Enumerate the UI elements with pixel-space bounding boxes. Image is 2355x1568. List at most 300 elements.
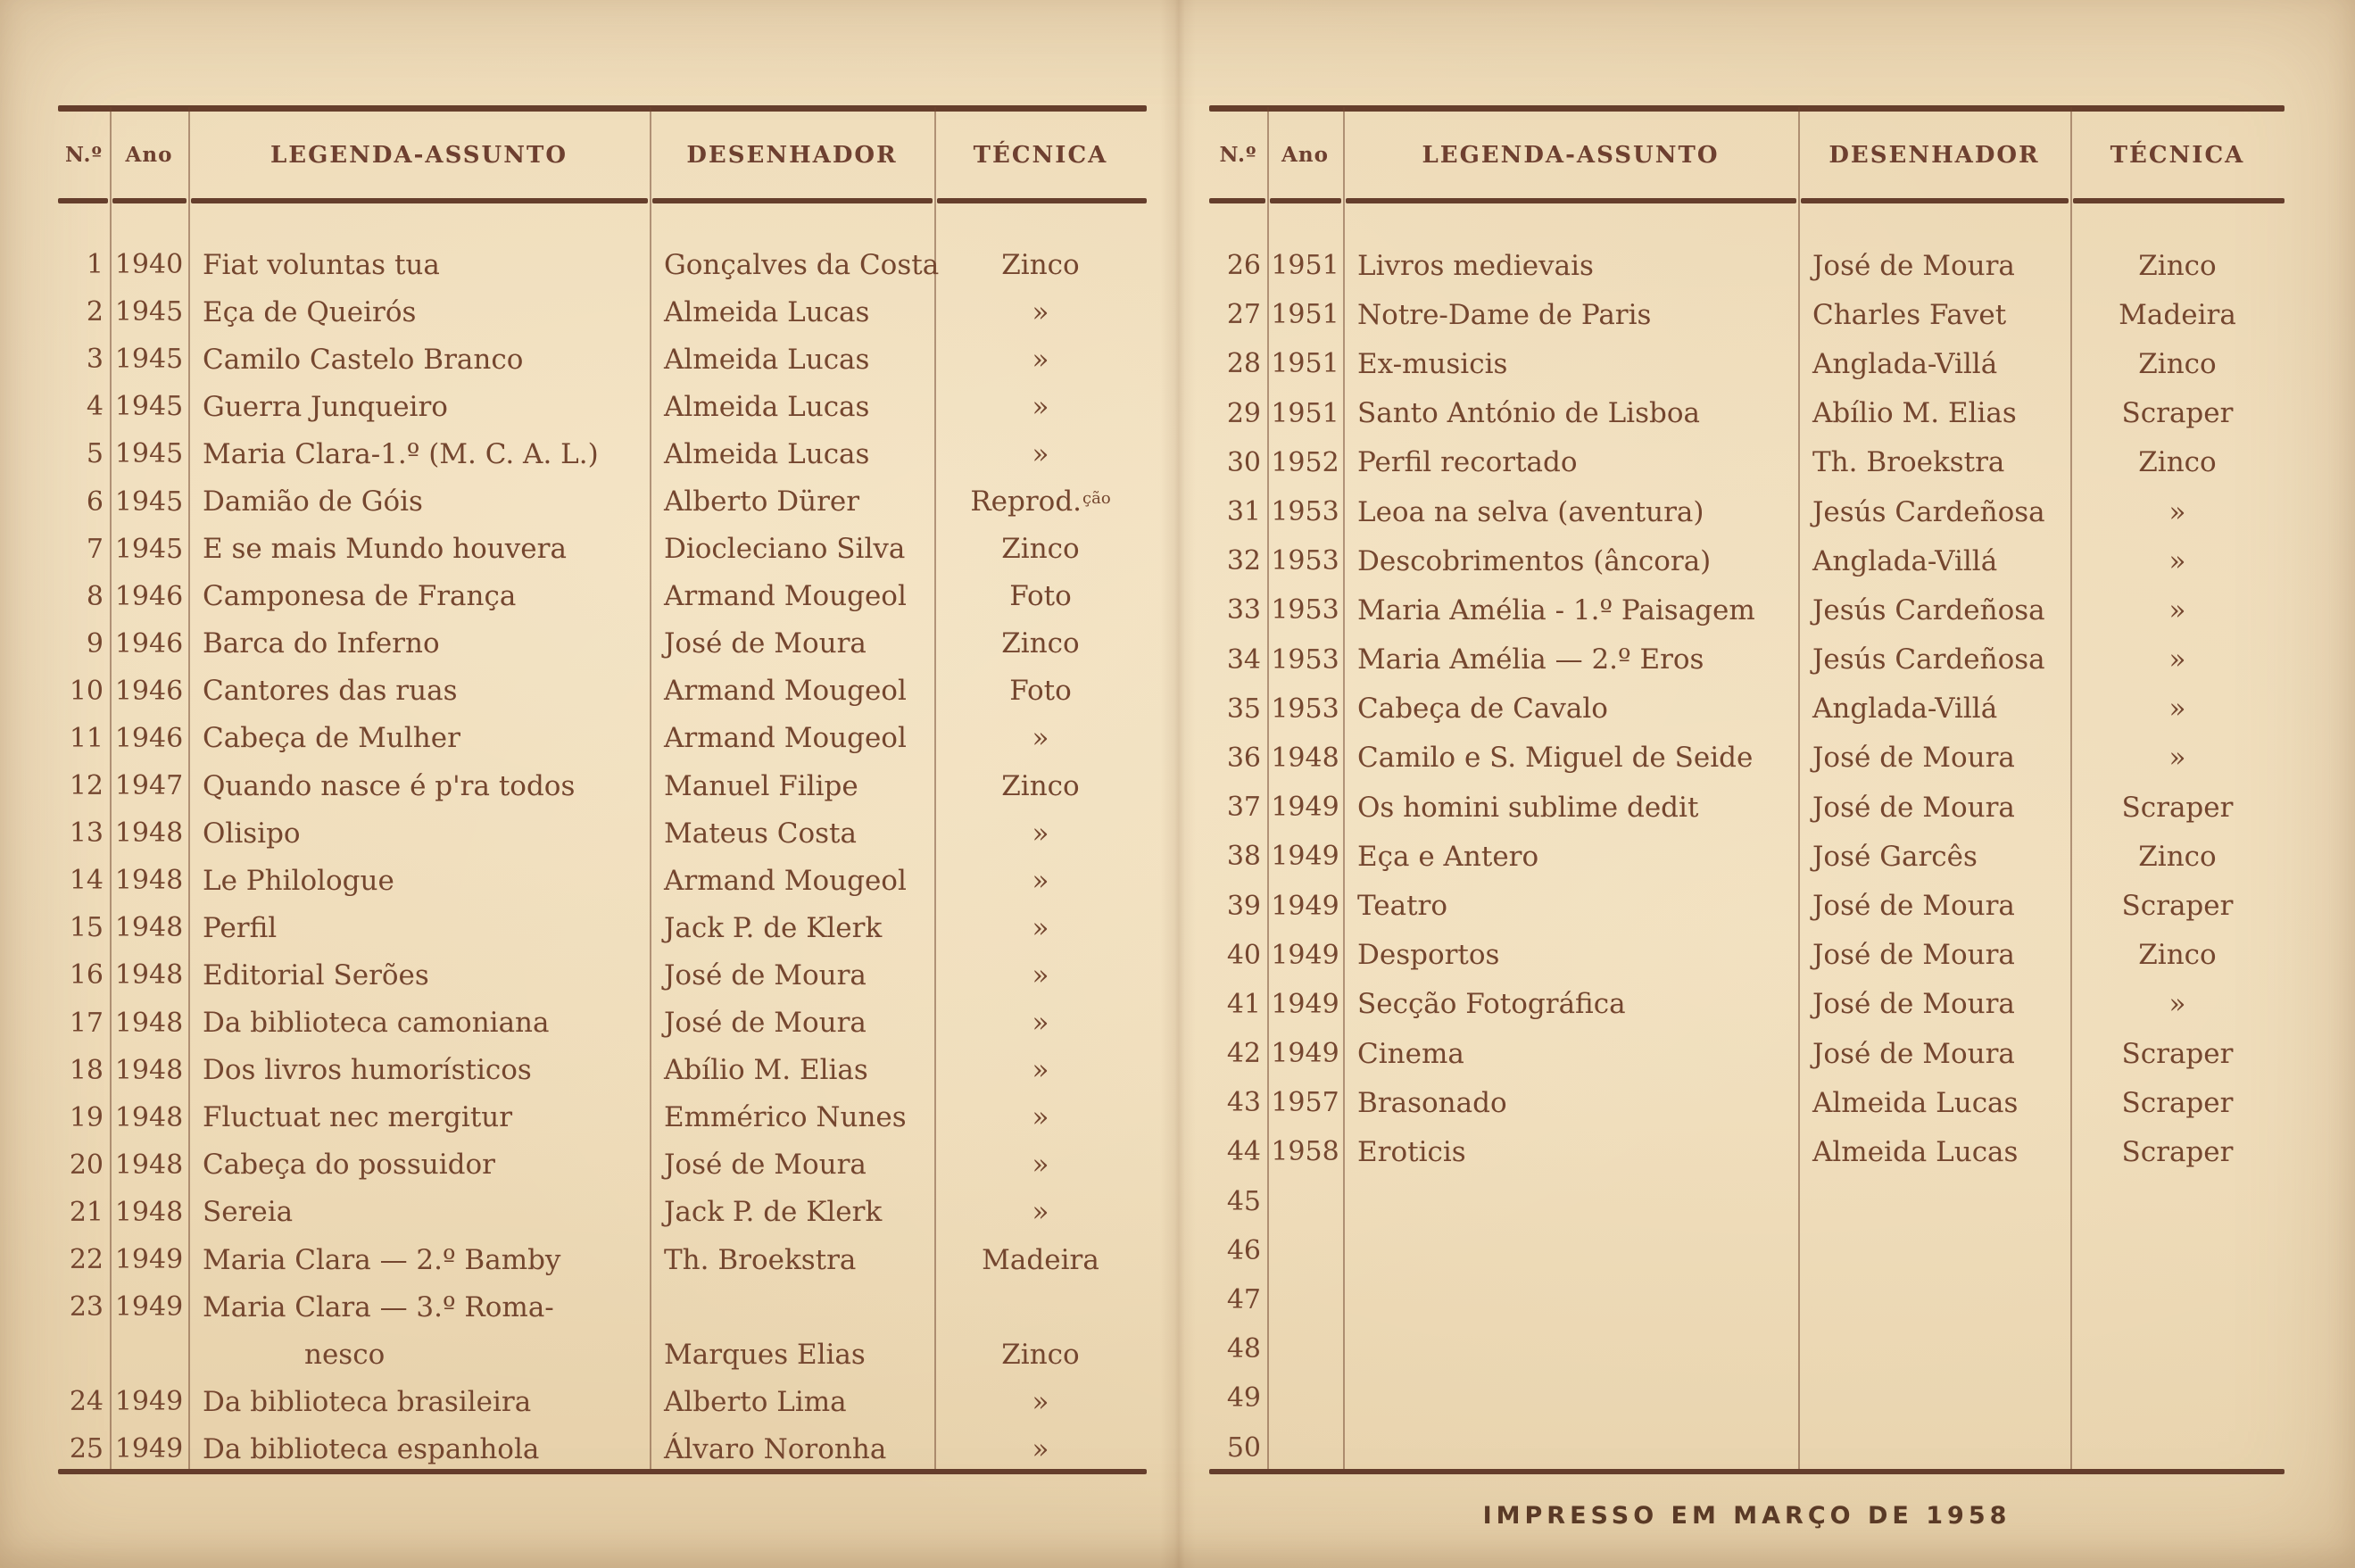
cell-tecnica: » [1032,911,1049,944]
table-row [58,1331,1147,1378]
header-underline [58,198,108,203]
cell-tecnica: » [1032,722,1049,755]
cell-no: 22 [69,1244,104,1276]
cell-no: 27 [1226,299,1261,331]
cell-ano: 1951 [1271,250,1339,282]
cell-desenhador: José de Moura [664,958,867,991]
cell-no: 20 [69,1149,104,1181]
cell-tecnica: » [1032,958,1049,991]
header-underline [1801,198,2069,203]
cell-desenhador: José de Moura [1812,988,2015,1021]
table-row [58,1000,1147,1047]
cell-legenda: Livros medievais [1357,249,1594,282]
table-row [58,620,1147,668]
cell-legenda: Le Philologue [203,864,394,897]
cell-no: 8 [86,580,104,612]
cell-ano: 1948 [114,817,184,850]
cell-legenda: Santo António de Lisboa [1357,397,1700,430]
cell-ano [110,1331,188,1378]
cell-legenda: Guerra Junqueiro [203,390,448,423]
table-row [1209,980,2285,1029]
cell-tecnica: » [1032,817,1049,850]
cell-desenhador [1798,1324,2070,1373]
table-row [58,1189,1147,1236]
cell-no: 47 [1226,1284,1261,1316]
cell-ano: 1951 [1271,348,1339,380]
cell-no: 33 [1226,594,1261,626]
cell-legenda: Descobrimentos (âncora) [1357,544,1712,577]
cell-no: 11 [69,722,104,754]
cell-desenhador: José Garcês [1812,840,1978,873]
cell-desenhador: Manuel Filipe [664,769,858,802]
cell-legenda: Da biblioteca espanhola [203,1432,540,1465]
cell-tecnica: Foto [1009,675,1072,708]
cell-tecnica: Zinco [2138,249,2217,282]
cell-tecnica: » [1032,864,1049,897]
cell-legenda: Sereia [203,1196,294,1229]
cell-legenda: Maria Clara — 3.º Roma- [203,1290,554,1323]
cell-legenda: Maria Clara-1.º (M. C. A. L.) [203,437,599,470]
cell-desenhador: Almeida Lucas [664,343,870,376]
cell-tecnica: » [2168,593,2186,626]
header-underline [652,198,933,203]
cell-legenda: Fiat voluntas tua [203,248,440,281]
cell-ano: 1948 [1271,742,1339,774]
cell-desenhador: Almeida Lucas [1812,1086,2019,1119]
cell-ano: 1953 [1271,594,1339,626]
cell-tecnica: » [1032,390,1049,423]
cell-desenhador: Álvaro Noronha [664,1432,887,1465]
table-row [1209,832,2285,881]
cell-no: 19 [69,1101,104,1133]
cell-desenhador: Gonçalves da Costa [664,248,940,281]
column-header-no: N.º [1219,143,1257,167]
cell-legenda: Barca do Inferno [203,627,440,660]
cell-desenhador: José de Moura [1812,939,2015,972]
cell-desenhador: José de Moura [1812,791,2015,824]
table-row [58,1283,1147,1331]
table-row [1209,734,2285,783]
cell-legenda: Da biblioteca brasileira [203,1385,532,1418]
cell-tecnica: » [2168,742,2186,775]
table-row [58,1378,1147,1425]
table-row [58,288,1147,336]
table-row [58,573,1147,620]
cell-desenhador: Alberto Lima [664,1385,847,1418]
cell-desenhador: José de Moura [1812,890,2015,923]
cell-tecnica: » [1032,343,1049,376]
cell-desenhador: Charles Favet [1812,298,2007,331]
cell-legenda [1343,1324,1798,1373]
cell-no: 9 [86,627,104,660]
cell-desenhador: Th. Broekstra [664,1243,857,1276]
cell-no: 12 [69,770,104,802]
cell-legenda [1343,1423,1798,1473]
column-header-legenda: LEGENDA-ASSUNTO [1422,141,1720,169]
cell-ano: 1946 [114,675,184,707]
cell-ano [1267,1423,1343,1473]
cell-desenhador: Jack P. de Klerk [664,911,883,944]
cell-desenhador: Almeida Lucas [664,437,870,470]
cell-legenda: Maria Amélia - 1.º Paisagem [1357,593,1755,626]
cell-legenda: Ex-musicis [1357,347,1508,380]
cell-no: 1 [86,249,104,281]
cell-legenda: Perfil recortado [1357,446,1578,479]
cell-legenda: Notre-Dame de Paris [1357,298,1652,331]
table-row [1209,1029,2285,1078]
cell-no: 38 [1226,841,1261,873]
table-top-rule [58,105,1147,112]
cell-ano: 1949 [1271,890,1339,922]
column-header-desenhador: DESENHADOR [1828,141,2040,169]
cell-no: 41 [1226,988,1261,1020]
table-row [1209,585,2285,635]
table-row [58,809,1147,857]
cell-desenhador: José de Moura [664,1007,867,1040]
cell-tecnica: Scraper [2121,890,2234,923]
table-row [58,715,1147,762]
table-row [1209,1324,2285,1373]
column-header-tecnica: TÉCNICA [973,141,1108,169]
column-header-ano: Ano [1281,143,1329,167]
cell-ano: 1948 [114,865,184,897]
cell-no: 25 [69,1433,104,1465]
table-row [58,477,1147,525]
table-bottom-rule [58,1469,1147,1474]
table-row [1209,1127,2285,1176]
cell-ano: 1949 [1271,988,1339,1020]
cell-tecnica: Zinco [1001,1338,1080,1371]
table-header-row [1209,112,2285,198]
table-row [58,1236,1147,1283]
cell-legenda: Cantores das ruas [203,675,458,708]
cell-ano [1267,1226,1343,1275]
page-fold-crease [1160,0,1196,1568]
cell-ano: 1949 [114,1386,184,1418]
table-row [1209,241,2285,290]
cell-ano: 1945 [114,438,184,470]
cell-tecnica: Scraper [2121,791,2234,824]
cell-desenhador: Jack P. de Klerk [664,1196,883,1229]
cell-desenhador: José de Moura [1812,249,2015,282]
cell-ano: 1948 [114,1054,184,1086]
cell-desenhador: Armand Mougeol [664,864,907,897]
cell-legenda: nesco [304,1338,386,1371]
cell-tecnica: » [1032,1196,1049,1229]
header-underline [2073,198,2285,203]
cell-desenhador [650,1283,934,1331]
cell-desenhador: Alberto Dürer [664,485,860,519]
cell-no: 10 [69,675,104,707]
cell-desenhador: Almeida Lucas [664,295,870,328]
cell-ano [1267,1177,1343,1226]
cell-ano: 1949 [1271,939,1339,971]
cell-desenhador [1798,1177,2070,1226]
cell-legenda: Dos livros humorísticos [203,1054,532,1087]
cell-tecnica: Zinco [1001,248,1080,281]
cell-tecnica: Zinco [2138,446,2217,479]
cell-no: 43 [1226,1087,1261,1119]
header-underline [1270,198,1341,203]
cell-legenda [1343,1177,1798,1226]
cell-no: 32 [1226,545,1261,577]
cell-desenhador: Anglada-Villá [1812,544,1998,577]
cell-tecnica: » [1032,1101,1049,1134]
cell-ano: 1948 [114,1101,184,1133]
cell-tecnica: » [1032,437,1049,470]
cell-no: 50 [1226,1431,1261,1464]
cell-ano: 1945 [114,296,184,328]
cell-no: 6 [86,485,104,518]
table-row [58,1425,1147,1473]
cell-no: 40 [1226,939,1261,971]
table-row [58,1047,1147,1094]
cell-no: 34 [1226,643,1261,676]
cell-legenda: Maria Clara — 2.º Bamby [203,1243,561,1276]
cell-ano: 1946 [114,627,184,660]
cell-legenda: Camilo Castelo Branco [203,343,524,376]
cell-tecnica: Scraper [2121,1135,2234,1168]
cell-tecnica: Madeira [982,1243,1099,1276]
cell-desenhador: Anglada-Villá [1812,347,1998,380]
cell-tecnica: Zinco [2138,840,2217,873]
cell-no: 36 [1226,742,1261,774]
cell-no: 29 [1226,397,1261,429]
cell-legenda: Secção Fotográfica [1357,988,1626,1021]
column-header-desenhador: DESENHADOR [686,141,898,169]
cell-legenda: Os homini sublime dedit [1357,791,1699,824]
cell-no: 35 [1226,693,1261,725]
cell-legenda [1343,1373,1798,1423]
catalog-table-right [1209,105,2285,1474]
cell-ano [1267,1324,1343,1373]
cell-tecnica: » [2168,495,2186,528]
column-header-tecnica: TÉCNICA [2110,141,2245,169]
table-row [1209,339,2285,388]
cell-tecnica: Zinco [2138,939,2217,972]
cell-desenhador: Abílio M. Elias [664,1054,868,1087]
cell-no: 37 [1226,792,1261,824]
cell-desenhador: José de Moura [664,1149,867,1182]
cell-no [58,1331,110,1378]
header-underline [1346,198,1796,203]
table-row [1209,635,2285,684]
cell-legenda: Leoa na selva (aventura) [1357,495,1704,528]
cell-desenhador: José de Moura [664,627,867,660]
cell-ano: 1945 [114,533,184,565]
cell-ano: 1949 [1271,841,1339,873]
technique-superscript: ção [1082,488,1111,508]
cell-desenhador: Jesús Cardeñosa [1812,495,2045,528]
cell-tecnica: » [2168,988,2186,1021]
cell-desenhador [1798,1275,2070,1324]
table-row [58,904,1147,951]
cell-no: 26 [1226,250,1261,282]
cell-desenhador: Almeida Lucas [1812,1135,2019,1168]
cell-legenda: Camilo e S. Miguel de Seide [1357,742,1754,775]
cell-no: 16 [69,959,104,991]
table-row [1209,1078,2285,1127]
table-row [58,1094,1147,1141]
cell-ano: 1958 [1271,1136,1339,1168]
cell-ano: 1951 [1271,397,1339,429]
cell-tecnica [2070,1275,2285,1324]
cell-legenda: Eça de Queirós [203,295,417,328]
cell-no: 17 [69,1007,104,1039]
cell-legenda: Editorial Serões [203,958,429,991]
table-row [58,1141,1147,1189]
cell-legenda: Eroticis [1357,1135,1466,1168]
cell-tecnica: Madeira [2119,298,2236,331]
table-row [58,951,1147,999]
cell-legenda: Cabeça de Mulher [203,722,460,755]
cell-no: 24 [69,1386,104,1418]
cell-no: 15 [69,912,104,944]
cell-no: 18 [69,1054,104,1086]
cell-legenda: Desportos [1357,939,1500,972]
cell-tecnica: » [2168,544,2186,577]
cell-tecnica: » [1032,1007,1049,1040]
cell-legenda [1343,1275,1798,1324]
cell-desenhador: Anglada-Villá [1812,693,1998,726]
cell-desenhador: José de Moura [1812,742,2015,775]
cell-legenda: E se mais Mundo houvera [203,533,567,566]
table-bottom-rule [1209,1469,2285,1474]
table-row [1209,1373,2285,1423]
table-row [1209,1177,2285,1226]
cell-tecnica: Zinco [1001,627,1080,660]
table-row [1209,783,2285,832]
table-row [58,430,1147,477]
cell-tecnica [2070,1324,2285,1373]
table-row [1209,389,2285,438]
cell-tecnica: Scraper [2121,1086,2234,1119]
cell-no: 7 [86,533,104,565]
table-row [1209,931,2285,980]
cell-ano: 1953 [1271,643,1339,676]
cell-ano: 1946 [114,580,184,612]
cell-no: 46 [1226,1234,1261,1266]
cell-no: 39 [1226,890,1261,922]
cell-tecnica: » [1032,295,1049,328]
table-body [58,241,1147,1473]
cell-ano: 1949 [114,1433,184,1465]
cell-no: 5 [86,438,104,470]
cell-desenhador: Abílio M. Elias [1812,397,2017,430]
cell-tecnica: Zinco [1001,533,1080,566]
cell-ano [1267,1373,1343,1423]
column-header-legenda: LEGENDA-ASSUNTO [270,141,568,169]
cell-desenhador: Th. Broekstra [1812,446,2005,479]
cell-no: 42 [1226,1038,1261,1070]
header-underline [937,198,1147,203]
cell-desenhador: Jesús Cardeñosa [1812,643,2045,676]
cell-ano: 1953 [1271,545,1339,577]
cell-tecnica [2070,1226,2285,1275]
cell-legenda: Maria Amélia — 2.º Eros [1357,643,1704,676]
cell-no: 45 [1226,1185,1261,1217]
cell-desenhador [1798,1373,2070,1423]
cell-desenhador: José de Moura [1812,1037,2015,1070]
cell-tecnica: » [2168,693,2186,726]
cell-ano: 1948 [114,912,184,944]
cell-desenhador: Emmérico Nunes [664,1101,907,1134]
cell-desenhador: Armand Mougeol [664,580,907,613]
cell-legenda: Eça e Antero [1357,840,1539,873]
table-row [1209,684,2285,734]
cell-no: 23 [69,1291,104,1323]
cell-tecnica: Zinco [1001,769,1080,802]
table-row [1209,1423,2285,1473]
cell-ano: 1940 [114,249,184,281]
cell-legenda: Perfil [203,911,278,944]
cell-tecnica: » [1032,1432,1049,1465]
cell-ano [1267,1275,1343,1324]
cell-legenda: Damião de Góis [203,485,423,519]
cell-ano: 1952 [1271,446,1339,478]
cell-tecnica [934,1283,1147,1331]
cell-desenhador: Mateus Costa [664,817,857,850]
cell-ano: 1957 [1271,1087,1339,1119]
cell-tecnica: » [1032,1149,1049,1182]
cell-legenda: Olisipo [203,817,301,850]
catalog-table-left [58,105,1147,1474]
cell-tecnica [2070,1423,2285,1473]
table-top-rule [1209,105,2285,112]
column-header-no: N.º [64,143,104,167]
cell-desenhador [1798,1423,2070,1473]
table-body [1209,241,2285,1473]
cell-tecnica: Reprod. ção [970,485,1111,519]
table-row [1209,1275,2285,1324]
cell-ano: 1945 [114,344,184,376]
cell-no: 31 [1226,496,1261,528]
cell-ano: 1947 [114,770,184,802]
table-row [1209,438,2285,487]
table-row [58,668,1147,715]
cell-ano: 1945 [114,391,184,423]
cell-no: 30 [1226,446,1261,478]
cell-tecnica: » [1032,1054,1049,1087]
cell-legenda: Brasonado [1357,1086,1507,1119]
table-row [1209,487,2285,536]
cell-ano: 1949 [1271,792,1339,824]
cell-legenda: Camponesa de França [203,580,517,613]
cell-tecnica: Zinco [2138,347,2217,380]
cell-ano: 1945 [114,485,184,518]
cell-tecnica: » [2168,643,2186,676]
cell-ano: 1949 [1271,1038,1339,1070]
cell-legenda: Da biblioteca camoniana [203,1007,550,1040]
cell-tecnica: Scraper [2121,1037,2234,1070]
header-underline [191,198,648,203]
cell-no: 21 [69,1196,104,1228]
table-header-row [58,112,1147,198]
cell-desenhador: Armand Mougeol [664,675,907,708]
cell-legenda: Fluctuat nec mergitur [203,1101,513,1134]
table-row [1209,290,2285,339]
table-row [1209,536,2285,585]
cell-tecnica: » [1032,1385,1049,1418]
cell-no: 14 [69,865,104,897]
cell-desenhador [1798,1226,2070,1275]
cell-desenhador: Almeida Lucas [664,390,870,423]
table-row [58,241,1147,288]
cell-no: 44 [1226,1136,1261,1168]
cell-ano: 1948 [114,959,184,991]
cell-no: 4 [86,391,104,423]
cell-ano: 1948 [114,1149,184,1181]
